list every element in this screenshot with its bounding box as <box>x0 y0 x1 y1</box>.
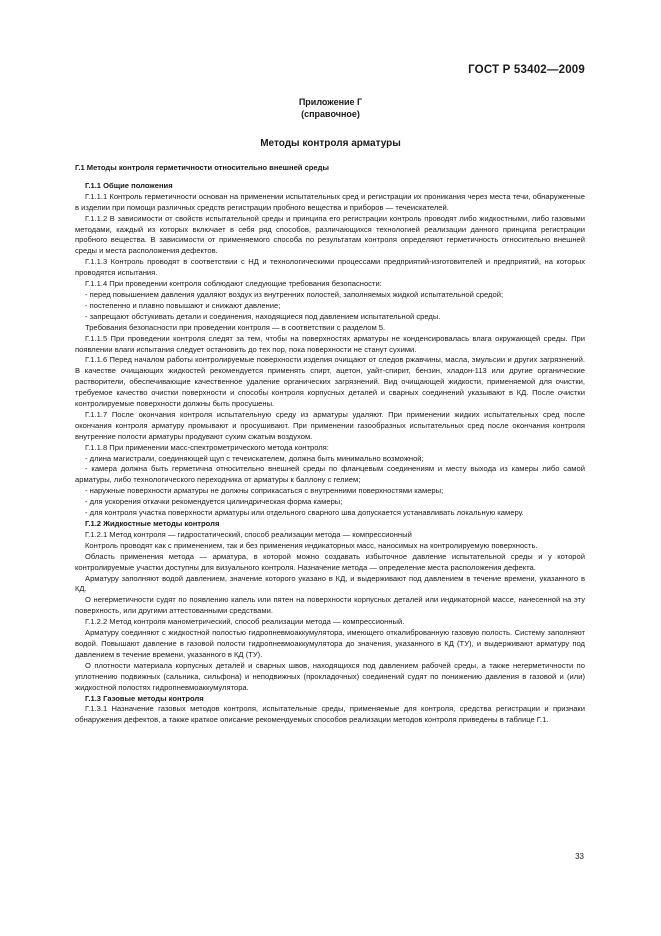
paragraph: Г.1.1.4 При проведении контроля соблюдают следующие требования безопасности: <box>85 279 382 289</box>
list-item: - постепенно и плавно повышают и снижают давление; <box>85 300 281 310</box>
list-item: - камера должна быть герметична относительно внешней среды по фланцевым соединениям и месту выхода из камеры либо самой арматуры, либо технологического переходника от арматуры к баллону с гелием; <box>75 464 585 485</box>
paragraph: Требования безопасности при проведении контроля — в соответствии с разделом 5. <box>85 322 386 332</box>
paragraph: Г.1.1.2 В зависимости от свойств испытательной среды и принципа его регистрации контроль проводят либо жидкостными, либо газовыми методами, каждый из которых включает в себя ряд способов, различающихся технологией реализации данного принципа регистрации пробного вещества. В зависимости от применяемого способа по результатам контроля определяют герметичность относительно внешней среды и места расположения дефектов. <box>75 213 585 256</box>
list-item: - перед повышением давления удаляют воздух из внутренних полостей, заполняемых жидкой испытательной средой; <box>85 289 504 299</box>
appendix-label: Приложение Г <box>298 97 363 107</box>
paragraph: Г.1.2.2 Метод контроля манометрический, способ реализации метода — компрессионный. <box>85 617 405 627</box>
subsection-heading: Г.1.1 Общие положения <box>85 180 173 190</box>
list-item: - запрещают обстукивать детали и соединения, находящиеся под давлением испытательной среды. <box>85 311 441 321</box>
paragraph: Г.1.2.1 Метод контроля — гидростатический, способ реализации метода — компрессионный <box>85 529 412 539</box>
paragraph: О плотности материала корпусных деталей и сварных швов, находящихся под давлением рабочей среды, а также негерметичности по уплотнению подвижных (сальника, сильфона) и неподвижных (прокладочных) соединений судят по понижению давления в газовой и (или) жидкостной полостях гидропневмоаккумулятора. <box>75 660 585 692</box>
paragraph: Г.1.1.7 После окончания контроля испытательную среду из арматуры удаляют. При применении жидких испытательных сред после окончания контроля арматуру промывают и просушивают. При применении газообразных испытательных сред после окончания контроля внутренние полости арматуры продувают сухим сжатым воздухом. <box>75 409 585 441</box>
paragraph: Арматуру соединяют с жидкостной полостью гидропневмоаккумулятора, имеющего откалиброванную газовую полость. Систему заполняют водой. Повышают давление в газовой полости гидропневмоаккумулятора до значения, указанного в КД (ТУ), и выдерживают арматуру под давлением в течение времени, указанного в КД (ТУ). <box>75 628 585 659</box>
paragraph: О негерметичности судят по появлению капель или пятен на поверхности корпусных деталей или индикаторной массе, нанесенной на эту поверхность, или другими аттестованными средствами. <box>75 595 585 616</box>
paragraph: Г.1.1.1 Контроль герметичности основан на применении испытательных сред и регистрации их проникания через места течи, обнаруженные в изделии при помощи различных средств регистрации пробного вещества и приборов — течеискателей. <box>75 191 585 212</box>
subsection-heading: Г.1.3 Газовые методы контроля <box>85 693 204 703</box>
section-heading: Г.1 Методы контроля герметичности относительно внешней среды <box>75 163 329 172</box>
paragraph: Г.1.1.8 При применении масс-спектрометрического метода контроля: <box>85 442 329 452</box>
subsection-heading: Г.1.2 Жидкостные методы контроля <box>85 519 220 528</box>
appendix-type: (справочное) <box>301 109 360 119</box>
document-code: ГОСТ Р 53402—2009 <box>468 64 585 76</box>
list-item: - наружные поверхности арматуры не должны соприкасаться с внутренними поверхностями камеры; <box>85 486 444 496</box>
paragraph: Г.1.1.5 При проведении контроля следят за тем, чтобы на поверхностях арматуры не конденсировалась влага окружающей среды. При появлении влаги испытания следует остановить до тех пор, пока поверхности не станут сухими. <box>75 333 585 354</box>
page-number: 33 <box>575 852 584 861</box>
appendix-heading <box>0 96 661 120</box>
paragraph: Г.1.1.3 Контроль проводят в соответствии с НД и технологическими процессами предприятий-изготовителей и предприятий, на которых проводятся испытания. <box>75 257 585 278</box>
paragraph: Г.1.1.6 Перед началом работы контролируемые поверхности изделия очищают от следов ржавчины, масла, эмульсии и других загрязнений. В качестве очищающих жидкостей рекомендуется применять спирт, ацетон, уайт-спирит, бензин, хладон-113 или другие органические растворители, обеспечивающие качественное удаление органических загрязнений. Вид очищающей жидкости, применяемой для очистки, требуемое качество очистки поверхности и способы контроля корпусных деталей и сварных соединений указывают в КД. После очистки контролируемые поверхности должны быть просушены. <box>75 355 585 409</box>
list-item: - для контроля участка поверхности арматуры или отдельного сварного шва допускается устанавливать локальную камеру. <box>85 508 524 518</box>
list-item: - длина магистрали, соединяющей щуп с течеискателем, должна быть минимально возможной; <box>85 453 424 463</box>
page-title: Методы контроля арматуры <box>260 138 401 149</box>
document-body <box>75 163 585 726</box>
paragraph: Г.1.3.1 Назначение газовых методов контроля, испытательные среды, применяемые для контроля, средства регистрации и признаки обнаружения дефектов, а также краткое описание рекомендуемых способов реализации методов контроля приведены в таблице Г.1. <box>75 704 585 725</box>
list-item: - для ускорения откачки рекомендуется цилиндрическая форма камеры; <box>85 497 343 507</box>
paragraph: Область применения метода — арматура, в которой можно создавать избыточное давление испытательной среды и у которой контролируемые участки доступны для визуального контроля. Назначение метода — определение места расположения дефекта. <box>75 551 585 572</box>
paragraph: Арматуру заполняют водой давлением, значение которого указано в КД, и выдерживают под давлением в течение времени, указанного в КД. <box>75 573 585 594</box>
paragraph: Контроль проводят как с применением, так и без применения индикаторных масс, наносимых на контролируемую поверхность. <box>85 540 538 550</box>
